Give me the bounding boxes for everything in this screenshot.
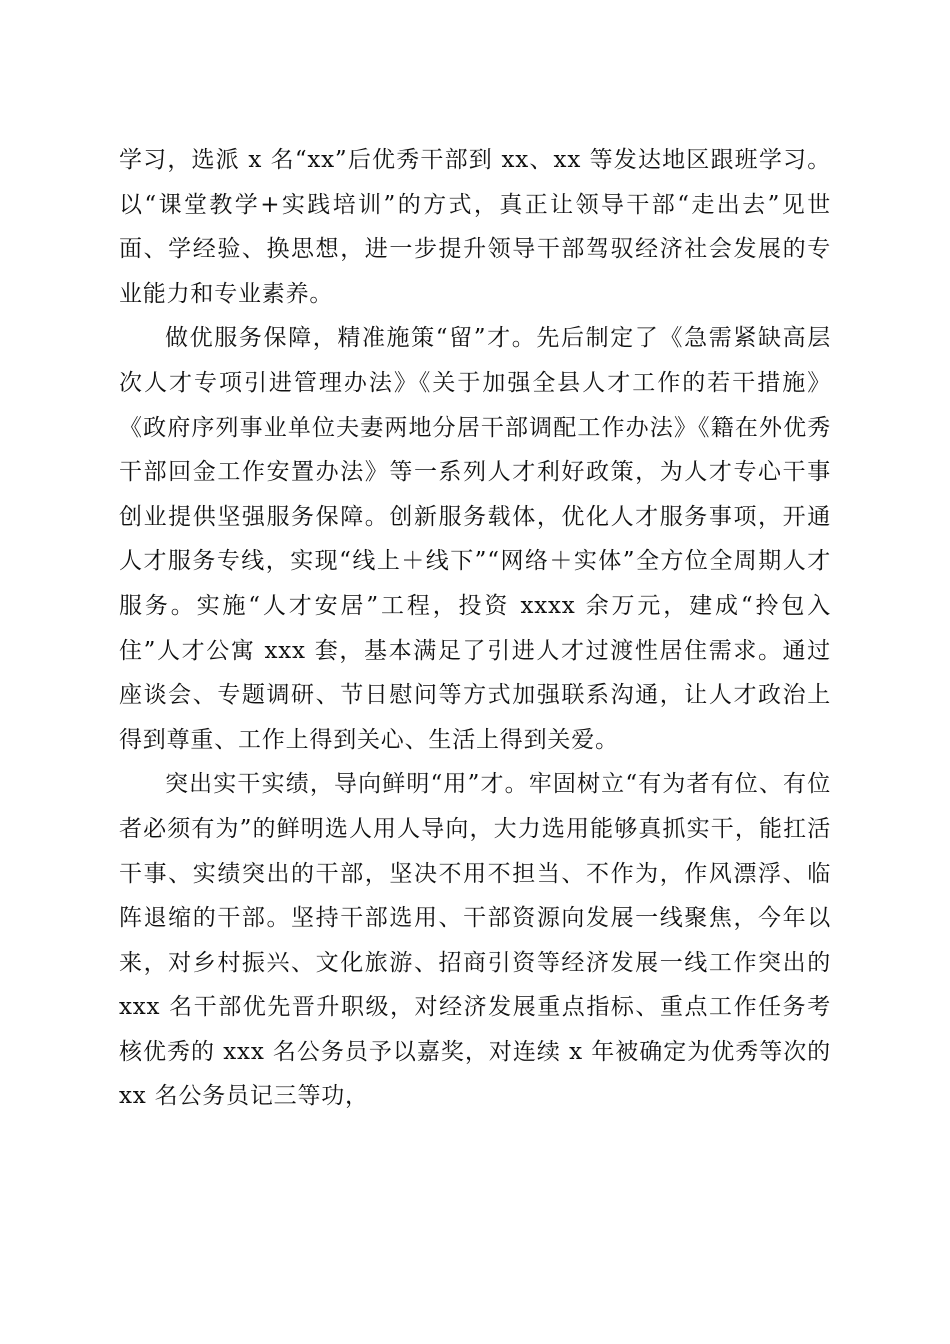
paragraph-performance-use: 突出实干实绩，导向鲜明“用”才。牢固树立“有为者有位、有位者必须有为”的鲜明选人用人导向，大力选用能够真抓实干，能扛活干事、实绩突出的干部，坚决不用不担当、不作为，作风漂浮、临阵退缩的干部。坚持干部选用、干部资源向发展一线聚焦，今年以来，对乡村振兴、文化旅游、招商引资等经济发展一线工作突出的 xxx 名干部优先晋升职级，对经济发展重点指标、重点工作任务考核优秀的 xxx 名公务员予以嘉奖，对连续 x 年被确定为优秀等次的 xx 名公务员记三等功， — [119, 771, 831, 1110]
paragraph-continuation: 学习，选派 x 名“xx”后优秀干部到 xx、xx 等发达地区跟班学习。以“课堂教学+实践培训”的方式，真正让领导干部“走出去”见世面、学经验、换思想，进一步提升领导干部驾驭经济社会发展的专业能力和专业素养。 — [119, 147, 831, 307]
document-body — [119, 138, 831, 1119]
paragraph-service-guarantee: 做优服务保障，精准施策“留”才。先后制定了《急需紧缺高层次人才专项引进管理办法》《关于加强全县人才工作的若干措施》《政府序列事业单位夫妻两地分居干部调配工作办法》《籍在外优秀干部回金工作安置办法》等一系列人才利好政策，为人才专心干事创业提供坚强服务保障。创新服务载体，优化人才服务事项，开通人才服务专线，实现“线上＋线下”“网络＋实体”全方位全周期人才服务。实施“人才安居”工程，投资 xxxx 余万元，建成“拎包入住”人才公寓 xxx 套，基本满足了引进人才过渡性居住需求。通过座谈会、专题调研、节日慰问等方式加强联系沟通，让人才政治上得到尊重、工作上得到关心、生活上得到关爱。 — [119, 325, 831, 753]
